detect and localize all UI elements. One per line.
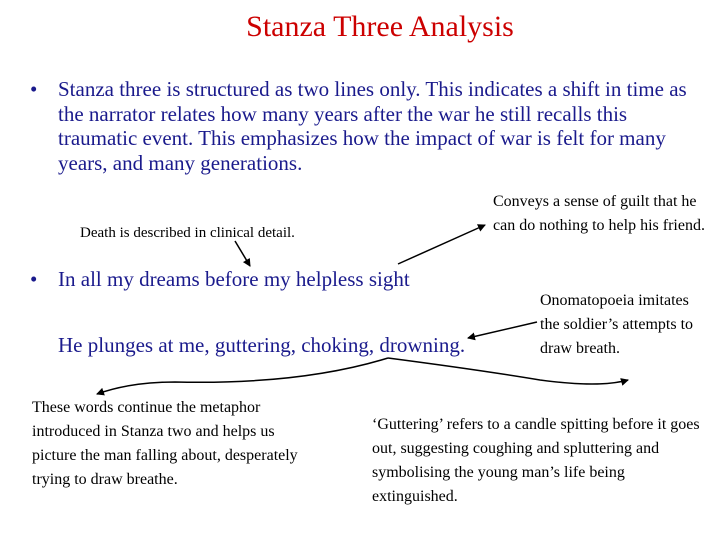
metaphor-annotation: These words continue the metaphor introduced in Stanza two and helps us picture the man falling about, desperately trying to draw breathe. <box>32 399 298 488</box>
guttering-curve-arrow <box>388 358 628 384</box>
guilt-annotation: Conveys a sense of guilt that he can do nothing to help his friend. <box>493 193 705 234</box>
poem-line-two: He plunges at me, guttering, choking, drowning. <box>58 333 466 357</box>
bullet-marker: • <box>30 77 38 101</box>
bullet-marker: • <box>30 267 38 291</box>
guilt-arrow <box>398 225 485 264</box>
poem-line-one-text: In all my dreams before my helpless sight <box>58 267 410 291</box>
onomatopoeia-annotation: Onomatopoeia imitates the soldier’s attempts to draw breath. <box>540 292 694 357</box>
analysis-bullet-text: Stanza three is structured as two lines only. This indicates a shift in time as the narrator relates how many years after the war he still recalls this traumatic event. This emphasizes how the impact of war is felt for many years, and many generations. <box>58 77 687 175</box>
death-annotation: Death is described in clinical detail. <box>80 225 295 241</box>
death-arrow <box>235 241 250 266</box>
metaphor-curve-arrow <box>97 358 388 394</box>
onomatopoeia-arrow <box>468 322 537 338</box>
guttering-annotation: ‘Guttering’ refers to a candle spitting before it goes out, suggesting coughing and spluttering and symbolising the young man’s life being extinguished. <box>372 416 700 505</box>
slide-title: Stanza Three Analysis <box>246 10 514 43</box>
